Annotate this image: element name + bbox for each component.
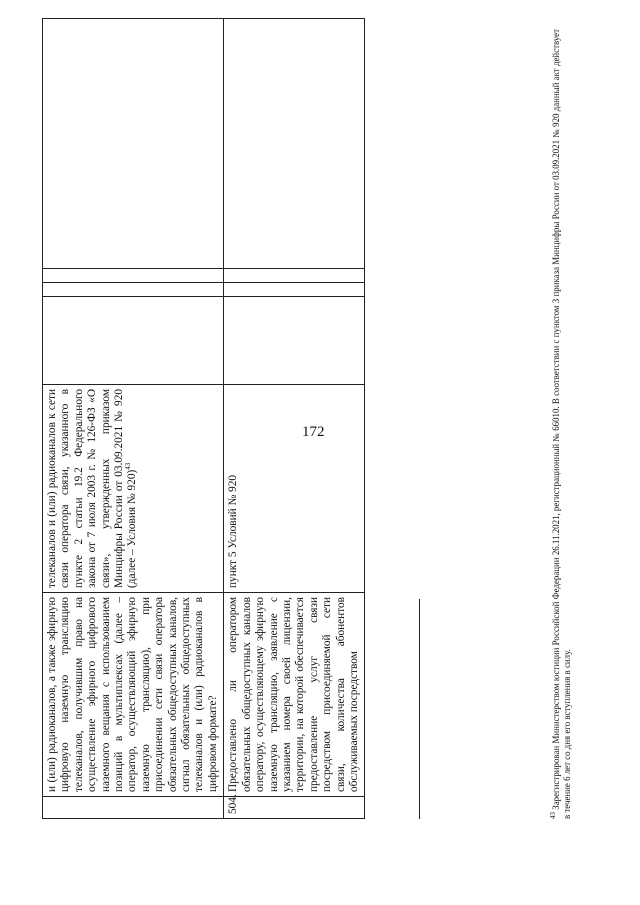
table-row xyxy=(224,19,365,819)
legal-reference-cell xyxy=(43,385,224,593)
page-number: 172 xyxy=(302,424,325,440)
footnote-number: 43 xyxy=(549,812,557,819)
legal-reference-text: телеканалов и (или) радиоканалов к сети связи оператора связи, указанного в пункте 2 статьи 19.2 Федерального закона от 7 июля 2003 г. № 126-ФЗ «О связи», утвержденных приказом Минцифры России от 03.09.2021 № 920 (далее – Условия № 920) xyxy=(46,389,139,588)
footnote-mark: 43 xyxy=(124,462,133,470)
answer-cell-na xyxy=(224,269,365,283)
answer-cell-no xyxy=(43,283,224,297)
answer-cell-yes xyxy=(224,297,365,385)
rotated-page-content xyxy=(26,13,572,879)
notes-cell xyxy=(43,19,224,269)
row-number-cell: 504. xyxy=(224,797,365,819)
answer-cell-yes xyxy=(43,297,224,385)
notes-cell xyxy=(224,19,365,269)
inspection-table xyxy=(42,18,365,819)
question-cell: Предоставлено ли оператором обязательных общедоступных каналов оператору, осуществляющему эфирную наземную трансляцию, заявление с указанием номера своей лицензии, территории, на которой обеспечивается предоставление услуг связи посредством присоединяемой сети связи, количества абонентов обслуживаемых посредством xyxy=(224,593,365,797)
answer-cell-na xyxy=(43,269,224,283)
question-cell: и (или) радиоканалов, а также эфирную цифровую наземную трансляцию телеканалов, получившим право на осуществление эфирного цифрового наземного вещания с использованием позиций в мультиплексах (далее – оператор, осуществляющий эфирную наземную трансляцию), при присоединении сети связи оператора обязательных общедоступных каналов, сигнал обязательных общедоступных телеканалов и (или) радиоканалов в цифровом формате? xyxy=(43,593,224,797)
row-number-cell xyxy=(43,797,224,819)
legal-reference-cell: пункт 5 Условий № 920 xyxy=(224,385,365,593)
footnote-text: Зарегистрирован Министерством юстиции Российской Федерации 26.11.2021, регистрационный № 66010. В соответствии с пунктом 3 приказа Минцифры России от 03.09.2021 № 920 данный акт действует в течение 6 лет со дня его вступления в силу. xyxy=(550,28,572,819)
footnote-separator xyxy=(419,599,420,819)
footnote xyxy=(548,29,573,819)
table-row xyxy=(43,19,224,819)
answer-cell-no xyxy=(224,283,365,297)
